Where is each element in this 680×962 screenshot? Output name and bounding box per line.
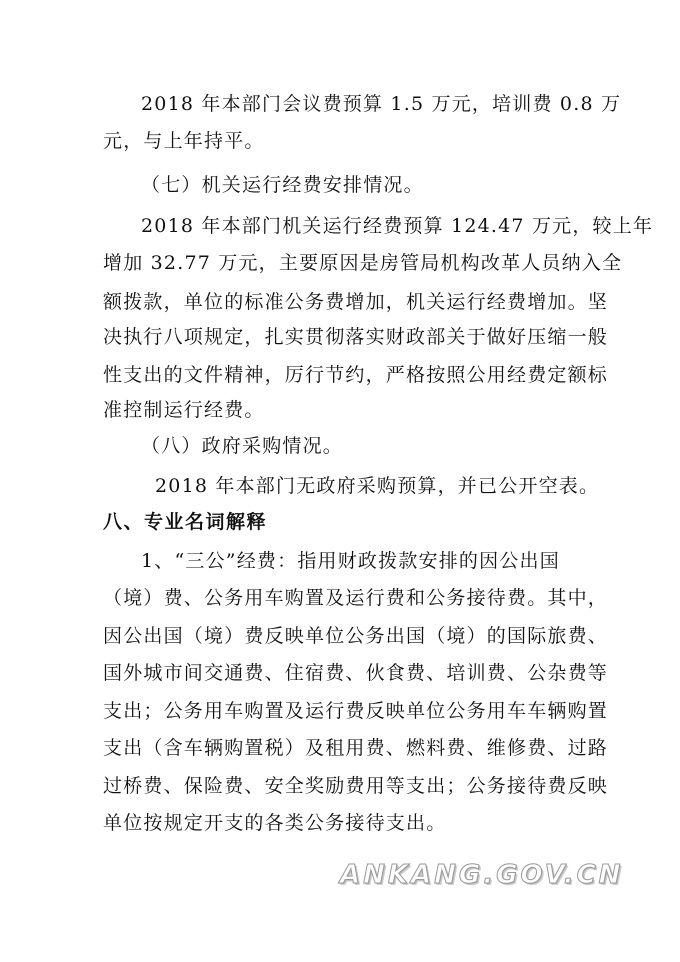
paragraph-line: 决执行八项规定，扎实贯彻落实财政部关于做好压缩一般 bbox=[103, 326, 609, 348]
subsection-title: （八）政府采购情况。 bbox=[141, 435, 344, 457]
paragraph-line: 元，与上年持平。 bbox=[103, 130, 265, 152]
paragraph-line: 性支出的文件精神，厉行节约，严格按照公用经费定额标 bbox=[103, 364, 609, 386]
paragraph-line: 2018 年本部门会议费预算 1.5 万元，培训费 0.8 万 bbox=[141, 93, 622, 115]
paragraph-line: 2018 年本部门无政府采购预算，并已公开空表。 bbox=[155, 475, 600, 497]
paragraph-line: 支出；公务用车购置及运行费反映单位公务用车车辆购置 bbox=[103, 700, 609, 722]
paragraph-line: 准控制运行经费。 bbox=[103, 399, 265, 421]
paragraph-line: 增加 32.77 万元，主要原因是房管局机构改革人员纳入全 bbox=[103, 252, 623, 274]
paragraph-line: 支出（含车辆购置税）及租用费、燃料费、维修费、过路 bbox=[103, 737, 609, 759]
paragraph-line: 因公出国（境）费反映单位公务出国（境）的国际旅费、 bbox=[103, 625, 609, 647]
paragraph-line: 单位按规定开支的各类公务接待支出。 bbox=[103, 812, 447, 834]
paragraph-line: 额拨款，单位的标准公务费增加，机关运行经费增加。坚 bbox=[103, 291, 609, 313]
paragraph-line: （境）费、公务用车购置及运行费和公务接待费。其中， bbox=[103, 587, 609, 609]
paragraph-line: 1、“三公”经费：指用财政拨款安排的因公出国 bbox=[141, 550, 560, 572]
paragraph-line: 2018 年本部门机关运行经费预算 124.47 万元，较上年 bbox=[141, 215, 654, 237]
watermark-logo: ANKANG.GOV.CN bbox=[340, 860, 624, 890]
section-heading: 八、专业名词解释 bbox=[103, 511, 268, 533]
paragraph-line: 国外城市间交通费、住宿费、伙食费、培训费、公杂费等 bbox=[103, 662, 609, 684]
paragraph-line: 过桥费、保险费、安全奖励费用等支出；公务接待费反映 bbox=[103, 775, 609, 797]
subsection-title: （七）机关运行经费安排情况。 bbox=[141, 174, 424, 196]
